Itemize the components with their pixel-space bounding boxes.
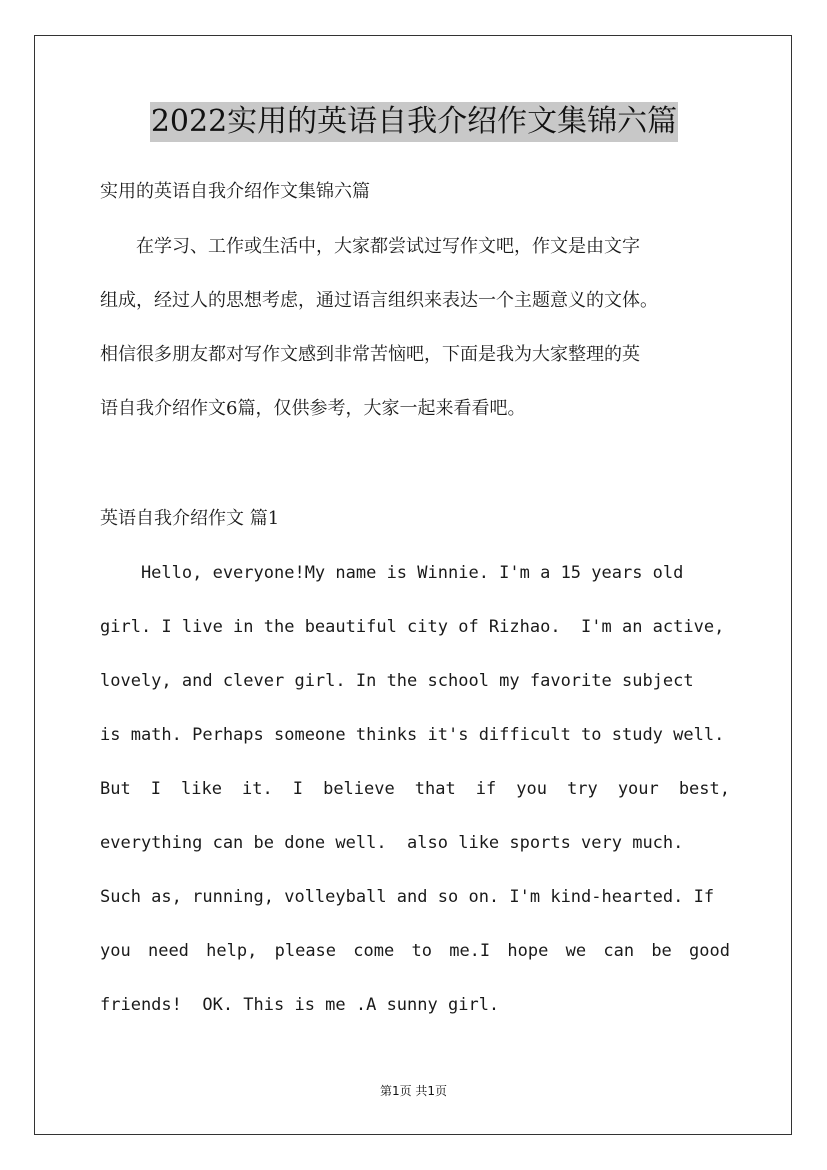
intro-line: 在学习、工作或生活中，大家都尝试过写作文吧，作文是由文字 — [100, 236, 640, 257]
section-heading: 英语自我介绍作文 篇1 — [100, 508, 280, 529]
intro-line: 组成，经过人的思想考虑，通过语言组织来表达一个主题意义的文体。 — [100, 290, 658, 311]
essay-line: But I like it. I believe that if you try your best, — [100, 779, 730, 799]
essay-line: lovely, and clever girl. In the school my favorite subject — [100, 671, 694, 691]
document-title: 2022实用的英语自我介绍作文集锦六篇 — [150, 102, 678, 142]
essay-line: girl. I live in the beautiful city of Rizhao. I'm an active, — [100, 617, 725, 637]
document-subtitle: 实用的英语自我介绍作文集锦六篇 — [100, 181, 370, 202]
essay-line: everything can be done well. also like sports very much. — [100, 833, 684, 853]
intro-line: 语自我介绍作文6篇，仅供参考，大家一起来看看吧。 — [100, 398, 526, 419]
essay-line: is math. Perhaps someone thinks it's difficult to study well. — [100, 725, 725, 745]
essay-line: you need help, please come to me.I hope we can be good — [100, 941, 730, 961]
essay-line: friends! OK. This is me .A sunny girl. — [100, 995, 500, 1015]
intro-line: 相信很多朋友都对写作文感到非常苦恼吧，下面是我为大家整理的英 — [100, 344, 640, 365]
essay-line: Such as, running, volleyball and so on. I'm kind-hearted. If — [100, 887, 715, 907]
essay-line: Hello, everyone!My name is Winnie. I'm a 15 years old — [100, 563, 684, 583]
page-footer: 第1页 共1页 — [379, 1084, 448, 1098]
